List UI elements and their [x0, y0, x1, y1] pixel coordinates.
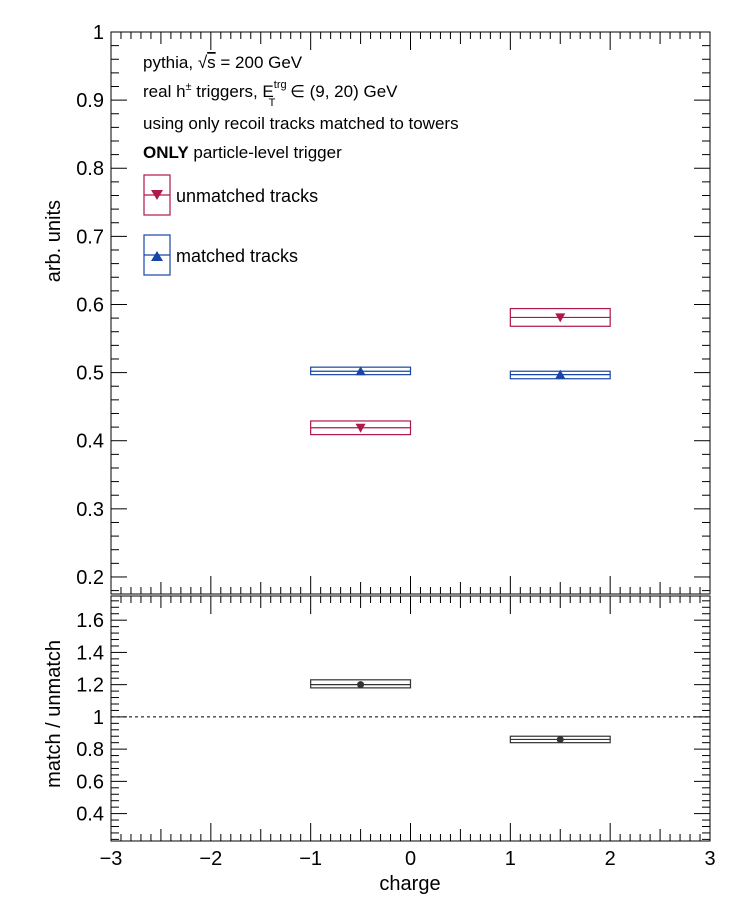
y-tick-label: 0.8 [76, 158, 104, 181]
top-y-tick-labels [76, 22, 104, 589]
x-tick-labels [100, 848, 716, 870]
bottom-y-axis-title: match / unmatch [43, 640, 65, 788]
y-tick-label: 0.2 [76, 566, 104, 589]
legend [144, 175, 318, 275]
y-tick-label: 1.4 [76, 642, 104, 665]
annotation-line-2: real h± triggers, $E^{trg}$ T ∈ (9, 20) GeV [143, 79, 398, 109]
legend-entry-matched [144, 235, 298, 275]
bottom-panel [43, 596, 716, 895]
annotation-block [143, 53, 459, 162]
y-tick-label: 0.6 [76, 771, 104, 794]
legend-matched-label: matched tracks [176, 246, 299, 266]
data-point [557, 736, 564, 743]
annotation-line-4: ONLY particle-level trigger [143, 143, 342, 162]
y-tick-label: 0.5 [76, 362, 104, 385]
bottom-y-tick-labels [76, 610, 104, 825]
top-y-axis-title: arb. units [43, 200, 65, 283]
y-tick-label: 0.3 [76, 498, 104, 521]
y-tick-label: 0.7 [76, 226, 104, 249]
bottom-data-marks [311, 680, 611, 743]
bottom-axis-ticks [111, 596, 710, 841]
y-tick-label: 1 [92, 706, 104, 729]
x-axis-title: charge [379, 873, 441, 895]
y-tick-label: 0.8 [76, 739, 104, 762]
x-tick-label: 2 [604, 848, 616, 870]
legend-entry-unmatched [144, 175, 318, 215]
y-tick-label: 0.9 [76, 90, 104, 113]
y-tick-label: 1.2 [76, 674, 104, 697]
data-point [357, 681, 364, 688]
annotation-line-1: pythia, √s = 200 GeV [143, 53, 303, 72]
legend-matched-marker [151, 251, 163, 261]
annotation-line-3: using only recoil tracks matched to towers [143, 114, 459, 133]
y-tick-label: 0.4 [76, 803, 104, 826]
bottom-plot-frame [111, 596, 710, 841]
y-tick-label: 0.4 [76, 430, 104, 453]
x-tick-label: −3 [99, 848, 123, 870]
x-tick-label: 3 [704, 848, 716, 870]
y-tick-label: 1 [92, 22, 104, 44]
x-tick-label: −1 [299, 848, 323, 870]
legend-unmatched-label: unmatched tracks [176, 186, 319, 206]
top-panel [43, 22, 710, 594]
x-tick-label: 0 [404, 848, 417, 870]
y-tick-label: 1.6 [76, 610, 104, 633]
x-tick-label: 1 [504, 848, 516, 870]
y-tick-label: 0.6 [76, 294, 104, 317]
x-tick-label: −2 [199, 848, 223, 870]
top-data-marks [311, 309, 611, 435]
